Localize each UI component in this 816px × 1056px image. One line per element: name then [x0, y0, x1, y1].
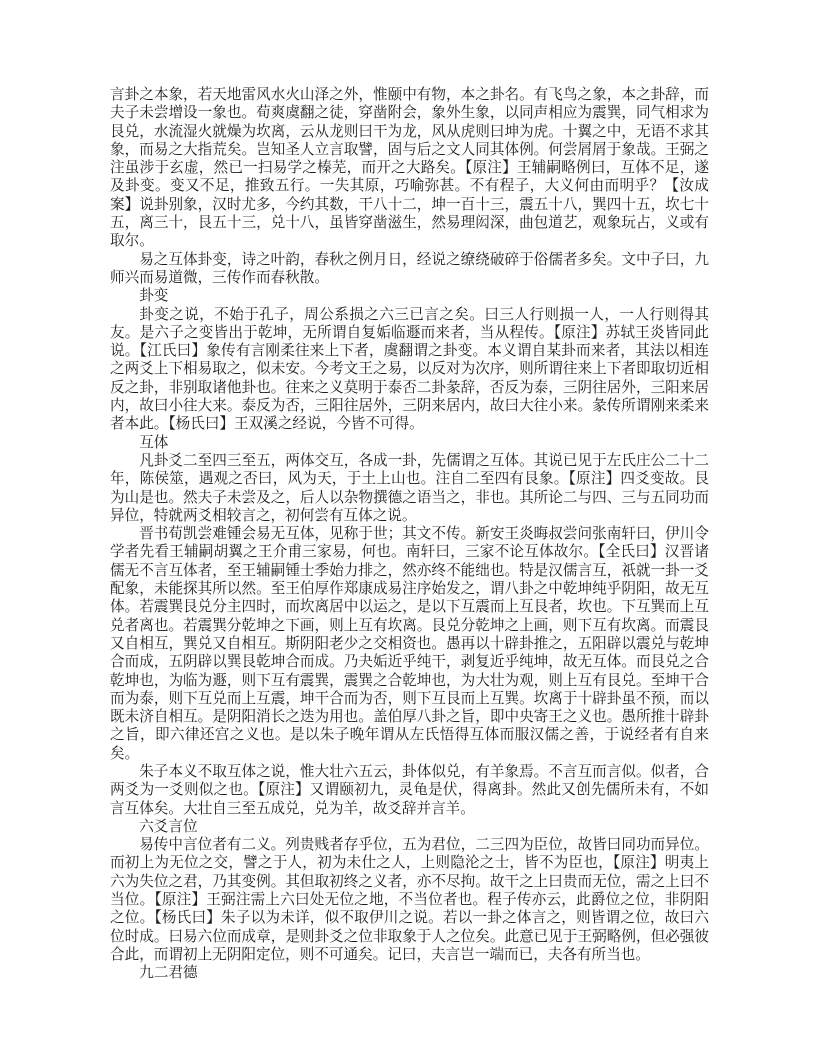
text-paragraph: 晋书荀凯尝难锺会易无互体，见称于世；其文不传。新安王炎晦叔尝问张南轩曰，伊川令学者先看王辅嗣胡翼之王介甫三家易，何也。南轩曰，三家不论互体故尔。【全氏曰】汉晋诸儒无不言互体者，至王辅嗣锺士季始力排之，然亦终不能绌也。特是汉儒言互，祇就一卦一爻配象，未能探其所以然。至王伯厚作郑康成易注序始发之，谓八卦之中乾坤纯乎阴阳，故无互体。若震巽艮兑分主四时，而坎离居中以运之，是以下互震而上互艮者，坎也。下互巽而上互兑者离也。若震巽分乾坤之下画，则上互有坎离。艮兑分乾坤之上画，则下互有坎离。而震艮又自相互，巽兑又自相互。斯阴阳老少之交相资也。愚再以十辟卦推之，五阳辟以震兑与乾坤合而成，五阴辟以巽艮乾坤合而成。乃夬姤近乎纯干，剥复近乎纯坤，故无互体。而艮兑之合乾坤也，为临为遯，则下互有震巽，震巽之合乾坤也，为大壮为观，则上互有艮兑。至坤干合而为泰，则下互兑而上互震，坤干合而为否，则下互艮而上互巽。坎离于十辟卦虽不预，而以既未济自相互。是阴阳消长之迭为用也。盖伯厚八卦之旨，即中央寄王之义也。愚所推十辟卦之旨，即六律还宫之义也。是以朱子晚年谓从左氏悟得互体而服汉儒之善，于说经者有自来矣。 [110, 526, 709, 762]
text-paragraph: 易之互体卦变，诗之叶韵，春秋之例月日，经说之缭绕破碎于俗儒者多矣。文中子曰，九师兴而易道微，三传作而春秋散。 [110, 251, 709, 286]
text-paragraph: 朱子本义不取互体之说，惟大壮六五云，卦体似兑，有羊象焉。不言互而言似。似者，合两爻为一爻则似之也。【原注】又谓颐初九，灵龟是伏，得离卦。然此又创先儒所未有，不如言互体矣。大壮自三至五成兑，兑为羊，故爻辞并言羊。 [110, 763, 709, 817]
text-paragraph: 言卦之本象，若天地雷风水火山泽之外，惟颐中有物，本之卦名。有飞鸟之象，本之卦辞，而夫子未尝增设一象也。荀爽虞翻之徒，穿凿附会，象外生象，以同声相应为震巽，同气相求为艮兑，水流湿火就燥为坎离，云从龙则曰干为龙，风从虎则曰坤为虎。十翼之中，无语不求其象，而易之大指荒矣。岂知圣人立言取譬，固与后之文人同其体例。何尝屑屑于象哉。王弼之注虽涉于玄虚，然已一扫易学之榛芜，而开之大路矣。【原注】王辅嗣略例曰，互体不足，遂及卦变。变又不足，推致五行。一失其原，巧喻弥甚。不有程子，大义何由而明乎？【汝成案】说卦别象，汉时尤多，今约其数，干八十二，坤一百十三，震五十八，巽四十五，坎七十五，离三十，艮五十三，兑十八，虽皆穿凿滋生，然易理闳深，曲包道艺，观象玩占，义或有取尔。 [110, 87, 709, 250]
text-paragraph: 易传中言位者有二义。列贵贱者存乎位，五为君位，二三四为臣位，故皆曰同功而异位。而初上为无位之交，譬之于人，初为未仕之人，上则隐沦之士，皆不为臣也，【原注】明夷上六为失位之君，乃其变例。其但取初终之义者，亦不尽拘。故干之上曰贵而无位，需之上曰不当位。【原注】王弼注需上六曰处无位之地，不当位者也。程子传亦云，此爵位之位，非阴阳之位。【杨氏曰】朱子以为未详，似不取伊川之说。若以一卦之体言之，则皆谓之位，故曰六位时成。曰易六位而成章，是则卦爻之位非取象于人之位矣。此意已见于王弼略例，但必强彼合此，而谓初上无阴阳定位，则不可通矣。记曰，夫言岂一端而已，夫各有所当也。 [110, 837, 709, 963]
section-heading-huti: 互体 [139, 434, 169, 451]
section-heading-liuyao-yanwei: 六爻言位 [139, 818, 198, 835]
text-block [110, 86, 709, 983]
section-heading-jiuer-junde: 九二君德 [139, 965, 198, 982]
text-paragraph: 凡卦爻二至四三至五，两体交互，各成一卦，先儒谓之互体。其说已见于左氏庄公二十二年，陈侯筮，遇观之否曰，风为天，于土上山也。注自二至四有艮象。【原注】四爻变故。艮为山是也。然夫子未尝及之，后人以杂物撰德之语当之，非也。其所论二与四、三与五同功而异位，特就两爻相较言之，初何尝有互体之说。 [110, 452, 709, 524]
text-paragraph: 卦变之说，不始于孔子，周公系损之六三已言之矣。曰三人行则损一人，一人行则得其友。是六子之变皆出于乾坤，无所谓自复姤临遯而来者，当从程传。【原注】苏轼王炎皆同此说。【江氏曰】象传有言刚柔往来上下者，虞翻谓之卦变。本义谓自某卦而来者，其法以相连之两爻上下相易取之，似未安。今考文王之易，以反对为次序，则所谓往来上下者即取切近相反之卦，非别取诸他卦也。往来之义莫明于泰否二卦彖辞，否反为泰，三阴往居外，三阳来居内，故曰小往大来。泰反为否，三阳往居外，三阴来居内，故曰大往小来。彖传所谓刚来柔来者本此。【杨氏曰】王双溪之经说，今皆不可得。 [110, 306, 709, 433]
section-heading-guabian: 卦变 [139, 288, 169, 305]
